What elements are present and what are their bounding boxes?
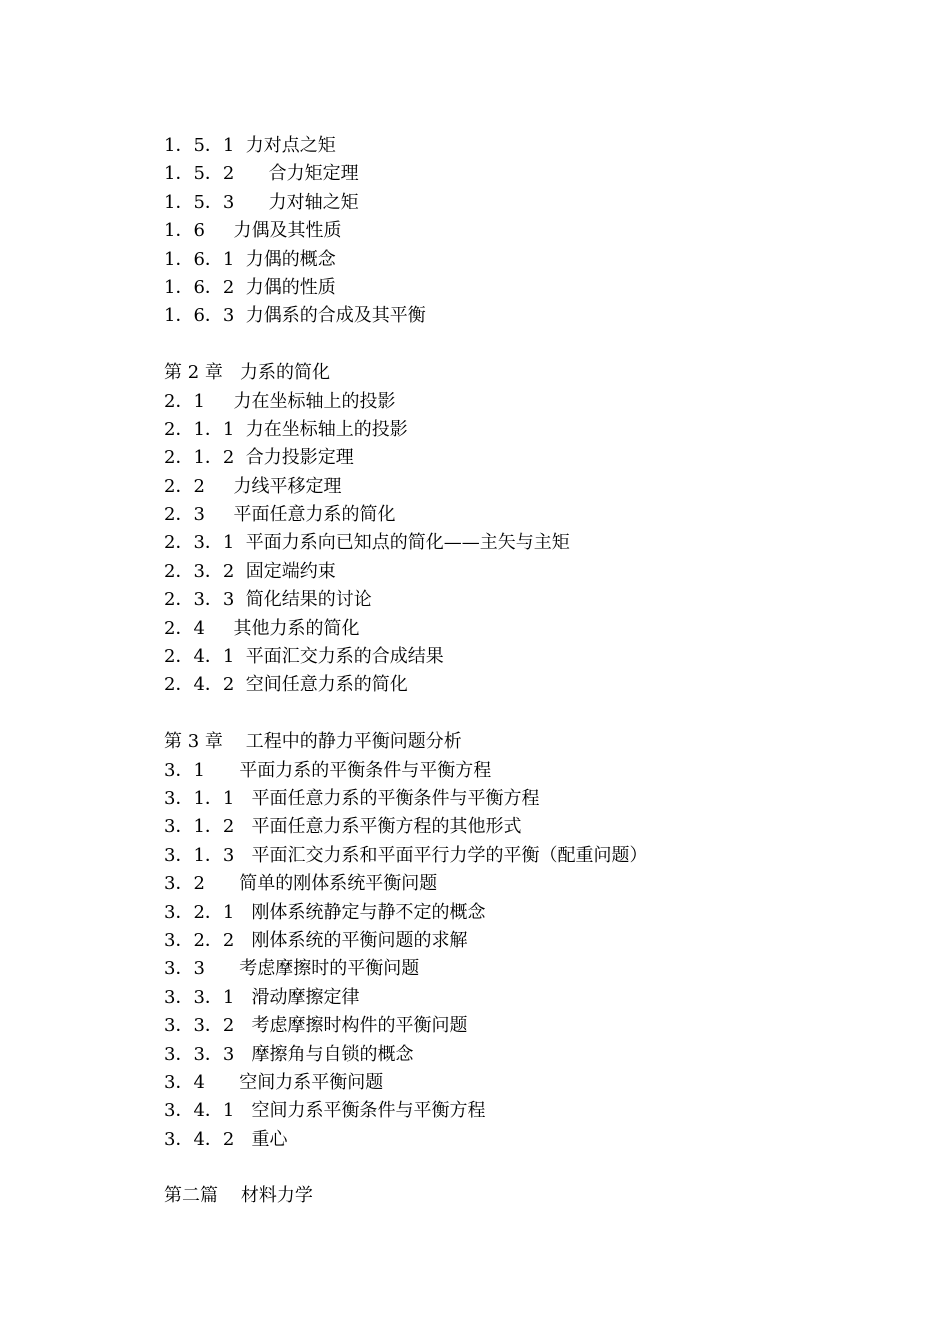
toc-line: 2．1 力在坐标轴上的投影 bbox=[164, 390, 396, 412]
toc-line: 3．3 考虑摩擦时的平衡问题 bbox=[164, 958, 420, 980]
toc-line: 2．2 力线平移定理 bbox=[164, 475, 342, 497]
toc-line: 3．1．1 平面任意力系的平衡条件与平衡方程 bbox=[164, 787, 540, 809]
blank-line bbox=[164, 1154, 864, 1182]
toc-line: 3．3．3 摩擦角与自锁的概念 bbox=[164, 1043, 414, 1065]
toc-line: 1．6 力偶及其性质 bbox=[164, 220, 342, 242]
toc-line: 3．3．1 滑动摩擦定律 bbox=[164, 986, 360, 1008]
toc-line: 3．3．2 考虑摩擦时构件的平衡问题 bbox=[164, 1015, 468, 1037]
toc-line: 3．2．1 刚体系统静定与静不定的概念 bbox=[164, 901, 486, 923]
toc-line: 2．3．2 固定端约束 bbox=[164, 560, 336, 582]
toc-line: 1．6．3 力偶系的合成及其平衡 bbox=[164, 305, 426, 327]
toc-line: 3．4 空间力系平衡问题 bbox=[164, 1071, 384, 1093]
toc-line: 1．6．2 力偶的性质 bbox=[164, 276, 336, 298]
toc-line: 3．1．3 平面汇交力系和平面平行力学的平衡（配重问题） bbox=[164, 844, 648, 866]
toc-line: 1．5．2 合力矩定理 bbox=[164, 163, 359, 185]
toc-line: 1．5．1 力对点之矩 bbox=[164, 135, 336, 156]
blank-line bbox=[164, 331, 864, 359]
toc-line: 3．2 简单的刚体系统平衡问题 bbox=[164, 873, 438, 895]
table-of-contents bbox=[164, 132, 864, 1211]
toc-line: 3．4．1 空间力系平衡条件与平衡方程 bbox=[164, 1100, 486, 1122]
toc-line: 2．1．2 合力投影定理 bbox=[164, 447, 354, 469]
toc-line: 1．5．3 力对轴之矩 bbox=[164, 191, 359, 213]
toc-line: 2．4．1 平面汇交力系的合成结果 bbox=[164, 646, 444, 668]
toc-line: 2．3 平面任意力系的简化 bbox=[164, 504, 396, 526]
toc-line: 3．1 平面力系的平衡条件与平衡方程 bbox=[164, 759, 492, 781]
toc-line: 3．4．2 重心 bbox=[164, 1128, 288, 1150]
toc-line: 3．2．2 刚体系统的平衡问题的求解 bbox=[164, 929, 468, 951]
blank-line bbox=[164, 700, 864, 728]
toc-line: 2．3．1 平面力系向已知点的简化——主矢与主矩 bbox=[164, 532, 570, 554]
part-heading: 第二篇 材料力学 bbox=[164, 1185, 313, 1207]
chapter-heading: 第 3 章 工程中的静力平衡问题分析 bbox=[164, 731, 462, 753]
toc-line: 2．4 其他力系的简化 bbox=[164, 617, 360, 639]
toc-line: 3．1．2 平面任意力系平衡方程的其他形式 bbox=[164, 816, 522, 838]
chapter-heading: 第 2 章 力系的简化 bbox=[164, 362, 331, 384]
toc-line: 1．6．1 力偶的概念 bbox=[164, 248, 336, 270]
toc-line: 2．4．2 空间任意力系的简化 bbox=[164, 674, 408, 696]
toc-line: 2．3．3 简化结果的讨论 bbox=[164, 589, 372, 611]
toc-line: 2．1．1 力在坐标轴上的投影 bbox=[164, 418, 408, 440]
